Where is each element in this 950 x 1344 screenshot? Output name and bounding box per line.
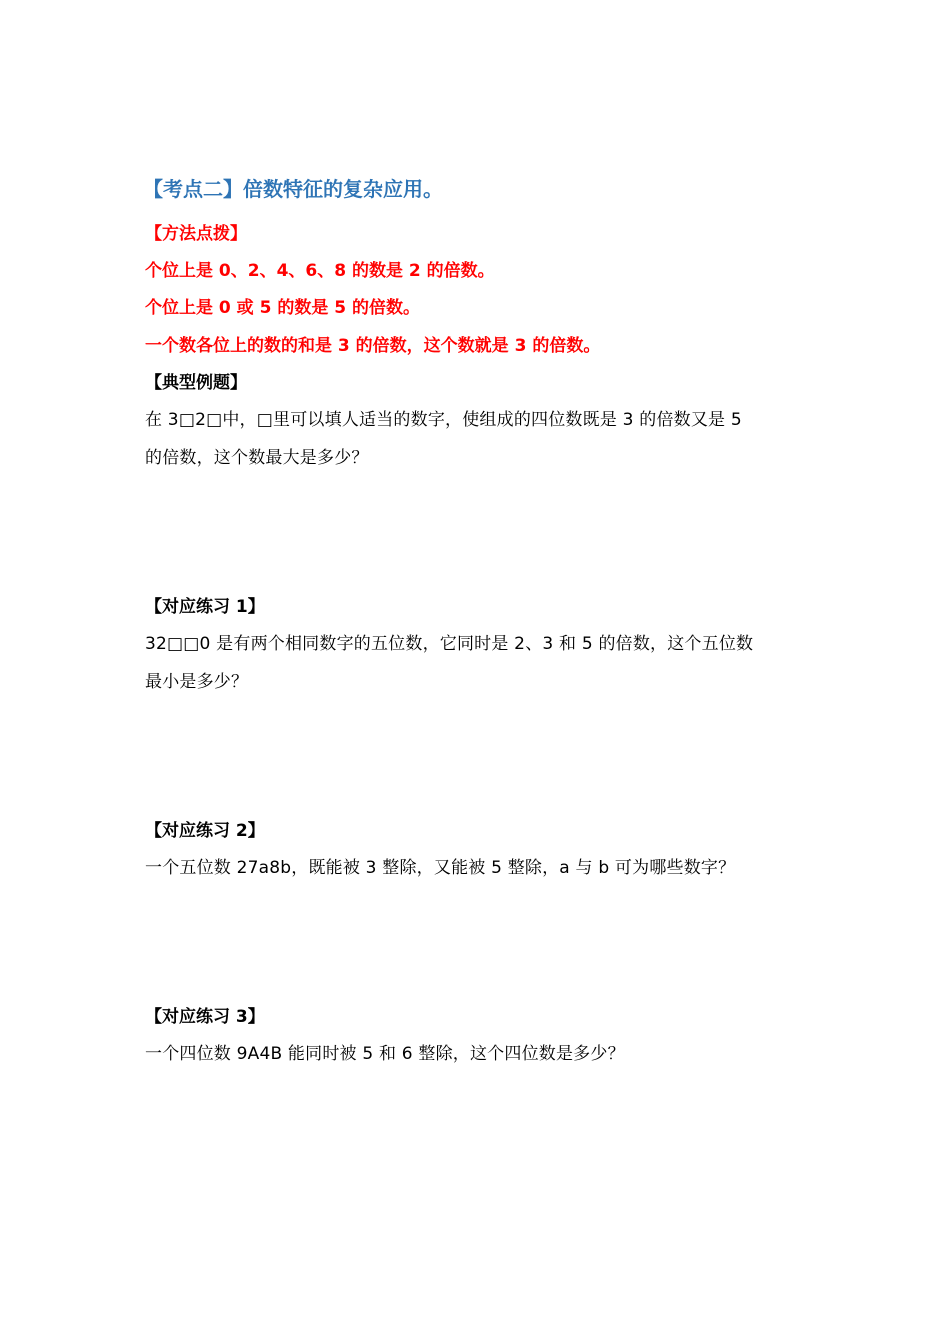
method-line-2: 个位上是 0 或 5 的数是 5 的倍数。 — [145, 298, 420, 318]
practice-1-line-2: 最小是多少？ — [145, 672, 249, 692]
section-heading: 【考点二】倍数特征的复杂应用。 — [143, 177, 443, 201]
practice-2-line-1: 一个五位数 27a8b，既能被 3 整除，又能被 5 整除，a 与 b 可为哪些数字？ — [145, 858, 736, 878]
method-label: 【方法点拨】 — [145, 224, 247, 244]
method-line-3: 一个数各位上的数的和是 3 的倍数，这个数就是 3 的倍数。 — [145, 336, 601, 356]
practice-3-line-1: 一个四位数 9A4B 能同时被 5 和 6 整除，这个四位数是多少？ — [145, 1044, 625, 1064]
practice-3-label: 【对应练习 3】 — [145, 1007, 265, 1027]
method-line-1: 个位上是 0、2、4、6、8 的数是 2 的倍数。 — [145, 261, 495, 281]
example-label: 【典型例题】 — [145, 373, 247, 393]
practice-1-line-1: 32□□0 是有两个相同数字的五位数，它同时是 2、3 和 5 的倍数，这个五位数 — [145, 634, 754, 654]
example-line-1: 在 3□2□中，□里可以填人适当的数字，使组成的四位数既是 3 的倍数又是 5 — [145, 410, 742, 430]
practice-1-label: 【对应练习 1】 — [145, 597, 265, 617]
example-line-2: 的倍数，这个数最大是多少？ — [145, 448, 369, 468]
practice-2-label: 【对应练习 2】 — [145, 821, 265, 841]
